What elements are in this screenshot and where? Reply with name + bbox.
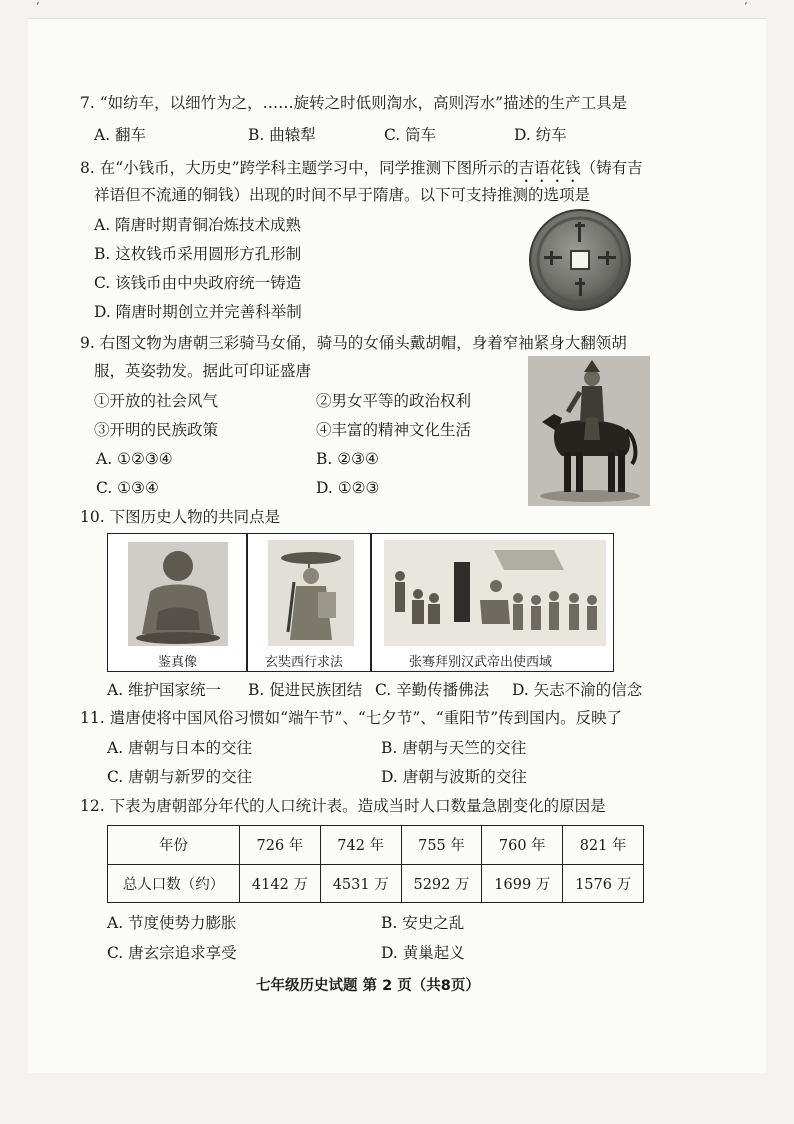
q12-option-d: D. 黄巢起义 — [381, 944, 465, 962]
xuanzang-image — [268, 540, 354, 646]
q11-stem: 11. 遣唐使将中国风俗习惯如“端午节”、“七夕节”、“重阳节”传到国内。反映了 — [80, 709, 623, 727]
page-top-edge — [28, 18, 766, 19]
coin-image — [528, 208, 632, 312]
q8-option-d: D. 隋唐时期创立并完善科举制 — [94, 303, 302, 321]
q10-option-a: A. 维护国家统一 — [107, 681, 222, 699]
corner-mark-right: ’ — [744, 0, 748, 14]
table-cell-year: 760 年 — [482, 826, 563, 865]
q8-stem-line1 — [80, 159, 643, 186]
q11-option-d: D. 唐朝与波斯的交往 — [381, 768, 527, 786]
table-cell-year: 726 年 — [240, 826, 321, 865]
population-table — [107, 825, 644, 903]
caption-zhangqian: 张骞拜别汉武帝出使西域 — [409, 655, 553, 670]
q9-item-1: ①开放的社会风气 — [94, 392, 219, 410]
q8-option-a: A. 隋唐时期青铜冶炼技术成熟 — [94, 216, 302, 234]
q8-stem-part-a: 8. 在“小钱币，大历史”跨学科主题学习中，同学推测下图所示的 — [80, 159, 519, 177]
table-row — [108, 826, 644, 865]
table-cell-year: 755 年 — [401, 826, 482, 865]
q10-figure-panel — [107, 533, 614, 672]
q7-stem: 7. “如纺车，以细竹为之，……旋转之时低则渹水，高则泻水”描述的生产工具是 — [80, 94, 628, 112]
q12-option-a: A. 节度使势力膨胀 — [107, 914, 237, 932]
figure-divider — [370, 534, 372, 671]
caption-jianzhen: 鉴真像 — [158, 655, 198, 670]
caption-xuanzang: 玄奘西行求法 — [265, 655, 344, 670]
table-cell-population: 5292 万 — [401, 864, 482, 903]
q8-stem-line2: 祥语但不流通的铜钱）出现的时间不早于隋唐。以下可支持推测的选项是 — [94, 186, 591, 204]
q12-stem: 12. 下表为唐朝部分年代的人口统计表。造成当时人口数量急剧变化的原因是 — [80, 797, 606, 815]
q11-option-a: A. 唐朝与日本的交往 — [107, 739, 253, 757]
figure-divider — [246, 534, 248, 671]
q11-option-c: C. 唐朝与新罗的交往 — [107, 768, 253, 786]
table-row — [108, 864, 644, 903]
q7-option-d: D. 纺车 — [514, 126, 567, 144]
q7-option-b: B. 曲辕犁 — [248, 126, 316, 144]
q12-option-c: C. 唐玄宗追求享受 — [107, 944, 237, 962]
table-cell-year: 742 年 — [320, 826, 401, 865]
table-cell-population: 1576 万 — [563, 864, 644, 903]
table-cell-population: 1699 万 — [482, 864, 563, 903]
row-header-year: 年份 — [108, 826, 240, 865]
table-cell-year: 821 年 — [563, 826, 644, 865]
q10-stem: 10. 下图历史人物的共同点是 — [80, 508, 281, 526]
q11-option-b: B. 唐朝与天竺的交往 — [381, 739, 527, 757]
table-cell-population: 4142 万 — [240, 864, 321, 903]
q10-option-d: D. 矢志不渝的信念 — [512, 681, 643, 699]
q7-option-c: C. 筒车 — [384, 126, 437, 144]
q9-stem-line2: 服，英姿勃发。据此可印证盛唐 — [94, 362, 312, 380]
q9-option-a: A. ①②③④ — [96, 450, 173, 468]
q9-item-3: ③开明的民族政策 — [94, 421, 219, 439]
row-header-population: 总人口数（约） — [108, 864, 240, 903]
q9-option-b: B. ②③④ — [316, 450, 379, 468]
page-footer: 七年级历史试题 第 2 页（共8页） — [256, 978, 480, 994]
q8-stem-part-b: （铸有吉 — [580, 159, 643, 177]
q9-option-c: C. ①③④ — [96, 479, 159, 497]
q9-option-d: D. ①②③ — [316, 479, 380, 497]
jianzhen-portrait-image — [128, 542, 228, 646]
tang-sancai-horsewoman-image — [528, 356, 650, 506]
table-cell-population: 4531 万 — [320, 864, 401, 903]
q9-item-2: ②男女平等的政治权利 — [316, 392, 472, 410]
q9-item-4: ④丰富的精神文化生活 — [316, 421, 472, 439]
q12-option-b: B. 安史之乱 — [381, 914, 465, 932]
q10-option-c: C. 辛勤传播佛法 — [375, 681, 490, 699]
q10-option-b: B. 促进民族团结 — [248, 681, 363, 699]
q9-stem-line1: 9. 右图文物为唐朝三彩骑马女俑，骑马的女俑头戴胡帽，身着窄袖紧身大翻领胡 — [80, 334, 627, 352]
q8-stem-emphasis: 吉语花钱 — [518, 159, 581, 177]
q8-option-c: C. 该钱币由中央政府统一铸造 — [94, 274, 302, 292]
q7-option-a: A. 翻车 — [94, 126, 147, 144]
zhangqian-mural-image — [384, 540, 606, 646]
corner-mark-left: ’ — [36, 0, 40, 14]
q8-option-b: B. 这枚钱币采用圆形方孔形制 — [94, 245, 302, 263]
